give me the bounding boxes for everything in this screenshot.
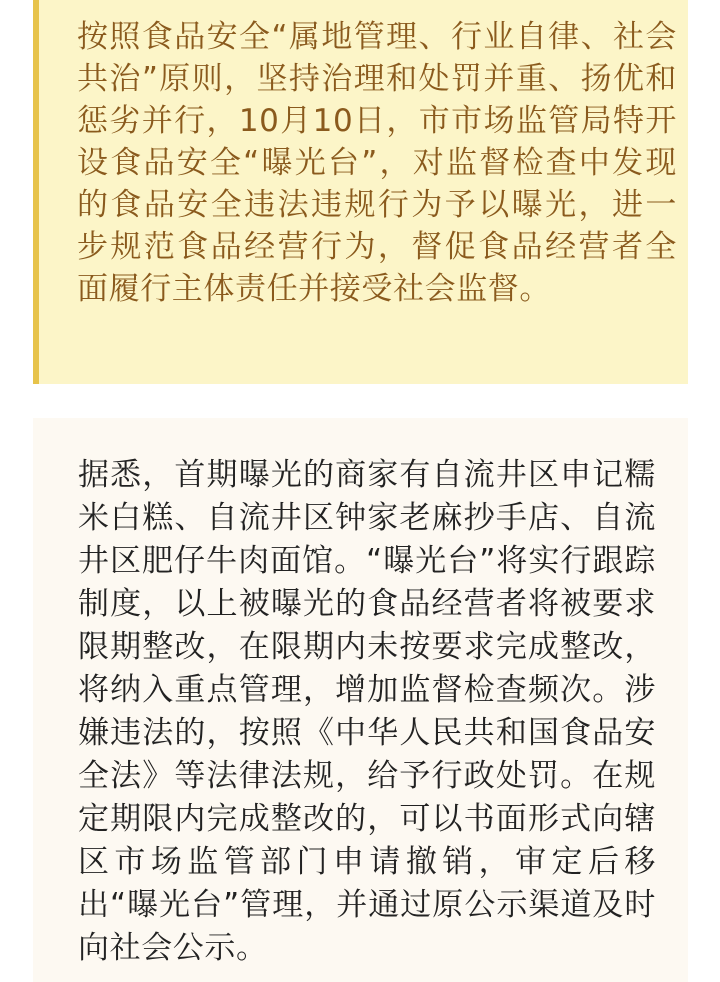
article-paragraph: 据悉，首期曝光的商家有自流井区申记糯米白糕、自流井区钟家老麻抄手店、自流井区肥仔牛肉面馆。“曝光台”将实行跟踪制度，以上被曝光的食品经营者将被要求限期整改，在限期内未按要求完成整改，将纳入重点管理，增加监督检查频次。涉嫌违法的，按照《中华人民共和国食品安全法》等法律法规，给予行政处罚。在规定期限内完成整改的，可以书面形式向辖区市场监管部门申请撤销，审定后移出“曝光台”管理，并通过原公示渠道及时向社会公示。 bbox=[78, 457, 656, 966]
highlight-callout bbox=[33, 0, 688, 384]
article-body bbox=[33, 418, 688, 982]
callout-text: 按照食品安全“属地管理、行业自律、社会共治”原则，坚持治理和处罚并重、扬优和惩劣并行，10月10日，市市场监管局特开设食品安全“曝光台”，对监督检查中发现的食品安全违法违规行为予以曝光，进一步规范食品经营行为，督促食品经营者全面履行主体责任并接受社会监督。 bbox=[77, 19, 677, 307]
